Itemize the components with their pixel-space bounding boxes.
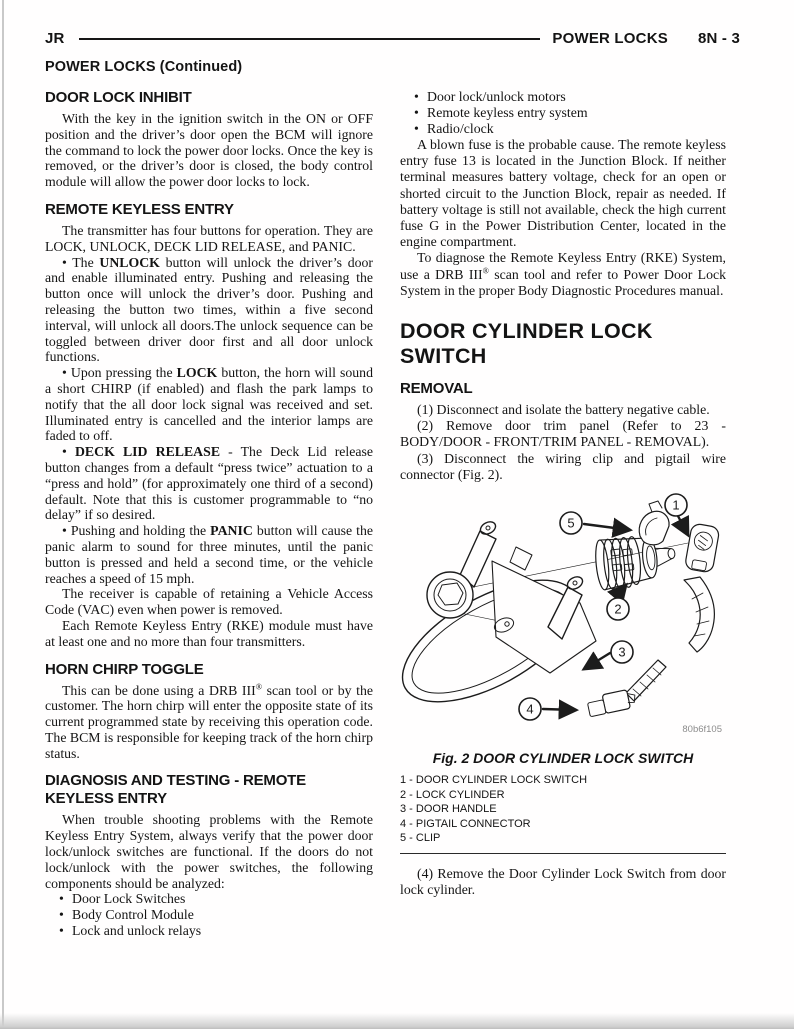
bullet-paragraph-unlock: • The UNLOCK button will unlock the driver’s door and enable illuminated entry. Pushing and releasing the button once will unlock the driver’s door. Pushing and releasing the button two times, within a five second interval, will unlock all doors.The unlock sequence can be toggled between driver door first and all door unlock functions. (45, 254, 373, 365)
figure-caption: Fig. 2 DOOR CYLINDER LOCK SWITCH (432, 750, 694, 767)
list-item: • Door lock/unlock motors (414, 89, 726, 105)
svg-text:2: 2 (614, 601, 622, 617)
list-item: • Radio/clock (414, 121, 726, 137)
left-column (45, 89, 373, 939)
components-list (45, 891, 373, 939)
bullet-paragraph-panic: • Pushing and holding the PANIC button will cause the panic alarm to sound for three minutes, until the panic button is pressed and held a second time, or the vehicle reaches a speed of 15 mph. (45, 523, 374, 586)
section-heading-remote-keyless-entry: REMOTE KEYLESS ENTRY (45, 200, 234, 218)
legend-divider (400, 853, 726, 854)
figure-2-illustration (400, 491, 748, 741)
paragraph: To diagnose the Remote Keyless Entry (RKE) System, use a DRB III® scan tool and refer to Power Door Lock System in the proper Body Diagnostic Procedures manual. (400, 250, 727, 298)
callout-4-arrow (543, 709, 576, 710)
section-heading-removal: REMOVAL (400, 380, 473, 398)
model-code: JR (45, 30, 65, 47)
callout-4 (519, 698, 541, 720)
chapter-heading-door-cylinder-lock-switch: DOOR CYLINDER LOCK SWITCH (400, 319, 653, 369)
paragraph: A blown fuse is the probable cause. The remote keyless entry fuse 13 is located in the Junction Block. If neither terminal measures battery voltage, check for an open or shorted circuit to the Junction Block, repair as needed. If battery voltage is still not available, check the high current fuse G in the Power Distribution Center, located in the engine compartment. (400, 137, 726, 250)
paragraph: The transmitter has four buttons for operation. They are LOCK, UNLOCK, DECK LID RELEASE, and PANIC. (45, 222, 373, 254)
two-column-layout (45, 89, 740, 939)
paragraph: Each Remote Keyless Entry (RKE) module must have at least one and no more than four transmitters. (45, 617, 373, 649)
svg-text:1: 1 (672, 497, 680, 513)
callout-3 (611, 641, 633, 663)
legend-item: 2 - LOCK CYLINDER (400, 788, 505, 801)
header-rule (79, 38, 541, 40)
list-item: • Lock and unlock relays (59, 923, 373, 939)
paragraph: The receiver is capable of retaining a Vehicle Access Code (VAC) even when power is removed. (45, 586, 373, 618)
removal-step-2: (2) Remove door trim panel (Refer to 23 - BODY/DOOR - FRONT/TRIM PANEL - REMOVAL). (400, 418, 726, 450)
section-heading-door-lock-inhibit: DOOR LOCK INHIBIT (45, 89, 192, 106)
paragraph: When trouble shooting problems with the Remote Keyless Entry System, always verify that the power door lock/unlock switches are functional. If the doors do not lock/unlock with the power switches, the following components should be analyzed: (45, 812, 373, 891)
lock-switch-drawing (684, 523, 720, 652)
figure-code-label: 80b6f105 (682, 724, 722, 736)
continued-title: POWER LOCKS (Continued) (45, 59, 243, 75)
callout-1-arrow (678, 516, 688, 535)
svg-text:3: 3 (618, 644, 626, 660)
components-list-continued (400, 89, 726, 137)
list-item: • Door Lock Switches (59, 891, 373, 907)
paragraph: With the key in the ignition switch in the ON or OFF position and the driver’s door open the BCM will ignore the command to lock the power door locks. Once the key is removed, or the driver’s door is closed, the body control module will allow the power door locks to lock. (45, 111, 373, 190)
callout-3-arrow (584, 653, 610, 669)
removal-step-1: (1) Disconnect and isolate the battery negative cable. (417, 402, 710, 418)
section-heading-horn-chirp-toggle: HORN CHIRP TOGGLE (45, 660, 204, 678)
legend-item: 3 - DOOR HANDLE (400, 803, 497, 816)
legend-item: 1 - DOOR CYLINDER LOCK SWITCH (400, 774, 588, 787)
removal-step-3: (3) Disconnect the wiring clip and pigtail wire connector (Fig. 2). (400, 450, 726, 482)
section-heading-diagnosis-testing: DIAGNOSIS AND TESTING - REMOTE KEYLESS ENTRY (45, 772, 306, 808)
paragraph: This can be done using a DRB III® scan tool or by the customer. The horn chirp will enter the opposite state of its current programmed state by receiving this operation code. The BCM is responsible for keeping track of the horn chirp status. (45, 681, 373, 761)
figure-legend (400, 773, 726, 846)
legend-item: 4 - PIGTAIL CONNECTOR (400, 817, 531, 830)
door-handle-drawing (400, 519, 596, 726)
pigtail-connector-drawing (586, 660, 666, 717)
list-item: • Remote keyless entry system (414, 105, 726, 121)
removal-step-4: (4) Remove the Door Cylinder Lock Switch from door lock cylinder. (400, 865, 726, 897)
svg-text:5: 5 (567, 515, 575, 531)
callout-5 (560, 512, 582, 534)
lock-cylinder-drawing (594, 532, 678, 590)
legend-item: 5 - CLIP (400, 832, 441, 845)
callout-1 (665, 494, 687, 516)
running-header (45, 30, 740, 47)
callout-5-arrow (584, 524, 630, 530)
callout-2 (607, 598, 629, 620)
page-number: 8N - 3 (697, 30, 740, 47)
bullet-paragraph-lock: • Upon pressing the LOCK button, the horn will sound a short CHIRP (if enabled) and flash the park lamps to notify that the all door lock signal was received and set. Illuminated entry is cancelled and the interior lamps are faded to off. (45, 365, 373, 444)
svg-text:4: 4 (526, 701, 534, 717)
bullet-paragraph-deck-lid-release: • DECK LID RELEASE - The Deck Lid release button changes from a default “press twice” actuation to a “press and hold” (for approximately one third of a second) default. Note that this is customer programmable to “no delay” if so desired. (45, 444, 374, 523)
list-item: • Body Control Module (59, 907, 373, 923)
header-section-title: POWER LOCKS (552, 30, 668, 47)
right-column (400, 89, 726, 939)
